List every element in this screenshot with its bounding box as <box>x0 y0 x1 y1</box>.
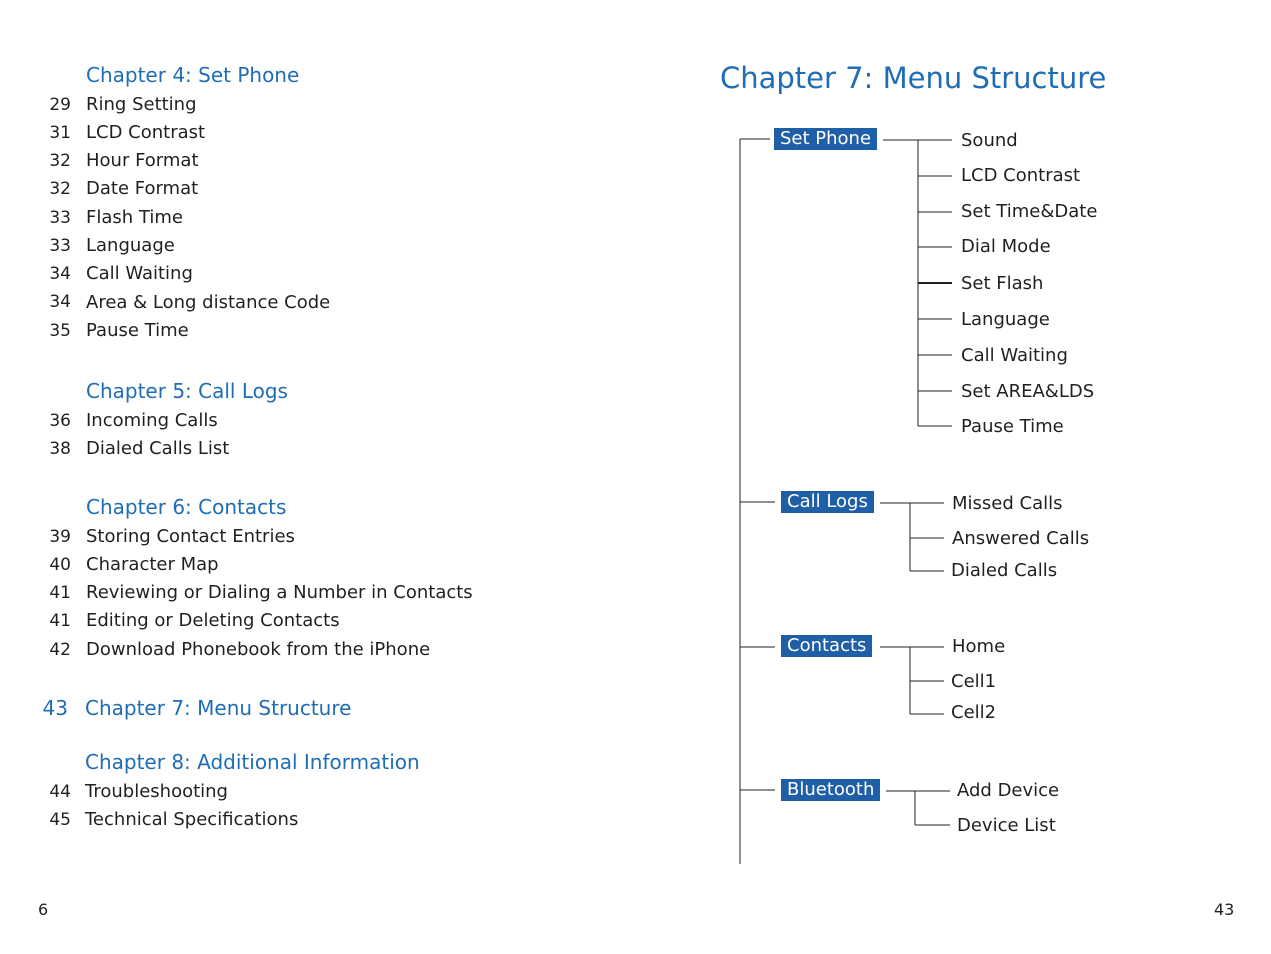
toc-entry: Reviewing or Dialing a Number in Contacts <box>86 582 473 603</box>
menu-item: Add Device <box>957 780 1060 801</box>
menu-item: Set Time&Date <box>961 201 1098 222</box>
toc-entry: Storing Contact Entries <box>86 526 295 547</box>
toc-entry: Pause Time <box>86 320 189 341</box>
page-number-right: 43 <box>1214 900 1235 919</box>
toc-page-number: 38 <box>49 439 71 459</box>
menu-item: Device List <box>957 815 1056 836</box>
menu-item: Set Flash <box>961 273 1044 294</box>
page-title: Chapter 7: Menu Structure <box>720 61 1107 95</box>
toc-entry: Download Phonebook from the iPhone <box>86 639 431 660</box>
menu-item: Missed Calls <box>952 493 1063 514</box>
menu-item: LCD Contrast <box>961 165 1081 186</box>
toc-entry: Date Format <box>86 178 199 199</box>
menu-group-set-phone: Set Phone <box>774 128 877 150</box>
menu-item: Sound <box>961 130 1018 151</box>
toc-page-number: 40 <box>49 555 71 575</box>
toc-page-number: 32 <box>49 151 71 171</box>
menu-item: Answered Calls <box>952 528 1090 549</box>
toc-entry: Troubleshooting <box>85 781 228 802</box>
toc-page-number: 32 <box>49 179 71 199</box>
toc-page-number: 41 <box>49 583 71 603</box>
toc-page-number: 33 <box>49 208 71 228</box>
toc-entry: LCD Contrast <box>86 122 206 143</box>
toc-page-number: 42 <box>49 640 71 660</box>
menu-item: Pause Time <box>961 416 1064 437</box>
toc-chapter-6-title: Chapter 6: Contacts <box>86 495 287 519</box>
menu-item: Call Waiting <box>961 345 1068 366</box>
toc-entry: Hour Format <box>86 150 199 171</box>
toc-chapter-7-page: 43 <box>42 696 68 720</box>
menu-item: Cell1 <box>951 671 997 692</box>
toc-entry: Technical Specifications <box>85 809 299 830</box>
menu-item: Dial Mode <box>961 236 1051 257</box>
menu-item: Cell2 <box>951 702 997 723</box>
toc-entry: Area & Long distance Code <box>86 292 331 313</box>
menu-group-call-logs: Call Logs <box>781 491 874 513</box>
toc-entry: Editing or Deleting Contacts <box>86 610 340 631</box>
menu-item: Language <box>961 309 1050 330</box>
toc-page-number: 45 <box>49 810 71 830</box>
toc-page-number: 35 <box>49 321 71 341</box>
toc-entry: Flash Time <box>86 207 183 228</box>
toc-entry: Ring Setting <box>86 94 197 115</box>
toc-page-number: 29 <box>49 95 71 115</box>
toc-page-number: 34 <box>49 292 71 312</box>
toc-page-number: 39 <box>49 527 71 547</box>
menu-group-bluetooth: Bluetooth <box>781 779 880 801</box>
menu-group-contacts: Contacts <box>781 635 872 657</box>
toc-entry: Dialed Calls List <box>86 438 230 459</box>
toc-page-number: 41 <box>49 611 71 631</box>
toc-entry: Call Waiting <box>86 263 193 284</box>
toc-chapter-7-title: Chapter 7: Menu Structure <box>85 696 352 720</box>
toc-page-number: 33 <box>49 236 71 256</box>
toc-page-number: 34 <box>49 264 71 284</box>
menu-item: Dialed Calls <box>951 560 1058 581</box>
toc-entry: Language <box>86 235 175 256</box>
toc-entry: Character Map <box>86 554 219 575</box>
toc-page-number: 36 <box>49 411 71 431</box>
toc-page-number: 31 <box>49 123 71 143</box>
toc-page-number: 44 <box>49 782 71 802</box>
menu-item: Set AREA&LDS <box>961 381 1095 402</box>
toc-chapter-4-title: Chapter 4: Set Phone <box>86 63 300 87</box>
toc-chapter-8-title: Chapter 8: Additional Information <box>85 750 420 774</box>
page-number-left: 6 <box>38 900 49 919</box>
menu-item: Home <box>952 636 1006 657</box>
toc-chapter-5-title: Chapter 5: Call Logs <box>86 379 288 403</box>
toc-entry: Incoming Calls <box>86 410 218 431</box>
